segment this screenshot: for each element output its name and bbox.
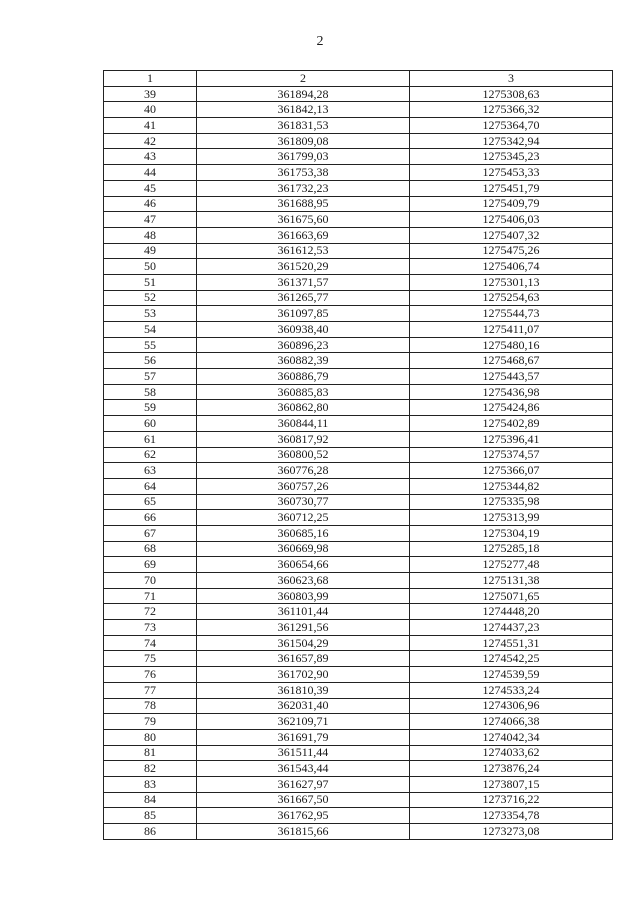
point-number-cell: 79 xyxy=(104,714,197,730)
y-coordinate-cell: 1275374,57 xyxy=(410,447,613,463)
y-coordinate-cell: 1275396,41 xyxy=(410,431,613,447)
point-number-cell: 64 xyxy=(104,478,197,494)
x-coordinate-cell: 360712,25 xyxy=(197,510,410,526)
x-coordinate-cell: 360896,23 xyxy=(197,337,410,353)
table-row xyxy=(104,133,613,149)
table-row xyxy=(104,761,613,777)
table-row xyxy=(104,729,613,745)
table-row xyxy=(104,384,613,400)
point-number-cell: 58 xyxy=(104,384,197,400)
y-coordinate-cell: 1275313,99 xyxy=(410,510,613,526)
point-number-cell: 72 xyxy=(104,604,197,620)
table-row xyxy=(104,620,613,636)
y-coordinate-cell: 1273807,15 xyxy=(410,776,613,792)
x-coordinate-cell: 361753,38 xyxy=(197,165,410,181)
point-number-cell: 75 xyxy=(104,651,197,667)
x-coordinate-cell: 361657,89 xyxy=(197,651,410,667)
x-coordinate-cell: 362031,40 xyxy=(197,698,410,714)
x-coordinate-cell: 361688,95 xyxy=(197,196,410,212)
y-coordinate-cell: 1274539,59 xyxy=(410,667,613,683)
table-row xyxy=(104,306,613,322)
y-coordinate-cell: 1274042,34 xyxy=(410,729,613,745)
table-row xyxy=(104,259,613,275)
y-coordinate-cell: 1275304,19 xyxy=(410,525,613,541)
y-coordinate-cell: 1275342,94 xyxy=(410,133,613,149)
x-coordinate-cell: 361809,08 xyxy=(197,133,410,149)
table-row xyxy=(104,149,613,165)
y-coordinate-cell: 1275407,32 xyxy=(410,227,613,243)
y-coordinate-cell: 1275071,65 xyxy=(410,588,613,604)
table-row xyxy=(104,463,613,479)
x-coordinate-cell: 361702,90 xyxy=(197,667,410,683)
y-coordinate-cell: 1275443,57 xyxy=(410,369,613,385)
point-number-cell: 82 xyxy=(104,761,197,777)
x-coordinate-cell: 362109,71 xyxy=(197,714,410,730)
y-coordinate-cell: 1275364,70 xyxy=(410,118,613,134)
x-coordinate-cell: 361810,39 xyxy=(197,682,410,698)
x-coordinate-cell: 360685,16 xyxy=(197,525,410,541)
y-coordinate-cell: 1275335,98 xyxy=(410,494,613,510)
x-coordinate-cell: 361511,44 xyxy=(197,745,410,761)
y-coordinate-cell: 1275468,67 xyxy=(410,353,613,369)
x-coordinate-cell: 361371,57 xyxy=(197,274,410,290)
header-col-1: 1 xyxy=(104,71,197,87)
point-number-cell: 60 xyxy=(104,416,197,432)
point-number-cell: 54 xyxy=(104,322,197,338)
table-body xyxy=(104,86,613,839)
point-number-cell: 47 xyxy=(104,212,197,228)
header-row xyxy=(104,71,613,87)
x-coordinate-cell: 361762,95 xyxy=(197,808,410,824)
table-row xyxy=(104,682,613,698)
x-coordinate-cell: 360886,79 xyxy=(197,369,410,385)
table-header xyxy=(104,71,613,87)
x-coordinate-cell: 361543,44 xyxy=(197,761,410,777)
x-coordinate-cell: 360757,26 xyxy=(197,478,410,494)
table-row xyxy=(104,86,613,102)
table-row xyxy=(104,118,613,134)
point-number-cell: 70 xyxy=(104,573,197,589)
y-coordinate-cell: 1274448,20 xyxy=(410,604,613,620)
y-coordinate-cell: 1275475,26 xyxy=(410,243,613,259)
y-coordinate-cell: 1274306,96 xyxy=(410,698,613,714)
table-row xyxy=(104,322,613,338)
table-row xyxy=(104,478,613,494)
x-coordinate-cell: 361520,29 xyxy=(197,259,410,275)
y-coordinate-cell: 1275402,89 xyxy=(410,416,613,432)
point-number-cell: 66 xyxy=(104,510,197,526)
point-number-cell: 61 xyxy=(104,431,197,447)
table-row xyxy=(104,227,613,243)
table-row xyxy=(104,400,613,416)
x-coordinate-cell: 360776,28 xyxy=(197,463,410,479)
point-number-cell: 55 xyxy=(104,337,197,353)
y-coordinate-cell: 1274533,24 xyxy=(410,682,613,698)
x-coordinate-cell: 361663,69 xyxy=(197,227,410,243)
point-number-cell: 46 xyxy=(104,196,197,212)
y-coordinate-cell: 1273354,78 xyxy=(410,808,613,824)
table-row xyxy=(104,573,613,589)
y-coordinate-cell: 1275406,03 xyxy=(410,212,613,228)
page-number: 2 xyxy=(316,34,324,49)
y-coordinate-cell: 1275308,63 xyxy=(410,86,613,102)
point-number-cell: 74 xyxy=(104,635,197,651)
point-number-cell: 57 xyxy=(104,369,197,385)
table-row xyxy=(104,635,613,651)
table-row xyxy=(104,667,613,683)
y-coordinate-cell: 1275406,74 xyxy=(410,259,613,275)
table-row xyxy=(104,274,613,290)
point-number-cell: 63 xyxy=(104,463,197,479)
x-coordinate-cell: 360654,66 xyxy=(197,557,410,573)
header-col-2: 2 xyxy=(197,71,410,87)
point-number-cell: 76 xyxy=(104,667,197,683)
y-coordinate-cell: 1275366,07 xyxy=(410,463,613,479)
y-coordinate-cell: 1274542,25 xyxy=(410,651,613,667)
table-row xyxy=(104,431,613,447)
point-number-cell: 81 xyxy=(104,745,197,761)
y-coordinate-cell: 1275345,23 xyxy=(410,149,613,165)
point-number-cell: 80 xyxy=(104,729,197,745)
point-number-cell: 59 xyxy=(104,400,197,416)
point-number-cell: 86 xyxy=(104,824,197,840)
header-col-3: 3 xyxy=(410,71,613,87)
x-coordinate-cell: 361101,44 xyxy=(197,604,410,620)
x-coordinate-cell: 360882,39 xyxy=(197,353,410,369)
point-number-cell: 44 xyxy=(104,165,197,181)
x-coordinate-cell: 361732,23 xyxy=(197,180,410,196)
x-coordinate-cell: 360669,98 xyxy=(197,541,410,557)
x-coordinate-cell: 361815,66 xyxy=(197,824,410,840)
x-coordinate-cell: 360885,83 xyxy=(197,384,410,400)
y-coordinate-cell: 1275411,07 xyxy=(410,322,613,338)
y-coordinate-cell: 1275544,73 xyxy=(410,306,613,322)
y-coordinate-cell: 1275480,16 xyxy=(410,337,613,353)
point-number-cell: 85 xyxy=(104,808,197,824)
table-row xyxy=(104,416,613,432)
table-row xyxy=(104,698,613,714)
table-row xyxy=(104,337,613,353)
y-coordinate-cell: 1275131,38 xyxy=(410,573,613,589)
point-number-cell: 83 xyxy=(104,776,197,792)
table-row xyxy=(104,369,613,385)
point-number-cell: 52 xyxy=(104,290,197,306)
y-coordinate-cell: 1275436,98 xyxy=(410,384,613,400)
point-number-cell: 51 xyxy=(104,274,197,290)
point-number-cell: 65 xyxy=(104,494,197,510)
table-row xyxy=(104,243,613,259)
point-number-cell: 49 xyxy=(104,243,197,259)
x-coordinate-cell: 360623,68 xyxy=(197,573,410,589)
x-coordinate-cell: 361691,79 xyxy=(197,729,410,745)
point-number-cell: 39 xyxy=(104,86,197,102)
table-row xyxy=(104,290,613,306)
table-row xyxy=(104,494,613,510)
table-row xyxy=(104,212,613,228)
y-coordinate-cell: 1275301,13 xyxy=(410,274,613,290)
point-number-cell: 56 xyxy=(104,353,197,369)
point-number-cell: 62 xyxy=(104,447,197,463)
point-number-cell: 41 xyxy=(104,118,197,134)
table-row xyxy=(104,714,613,730)
y-coordinate-cell: 1274033,62 xyxy=(410,745,613,761)
point-number-cell: 69 xyxy=(104,557,197,573)
x-coordinate-cell: 361842,13 xyxy=(197,102,410,118)
point-number-cell: 43 xyxy=(104,149,197,165)
table-row xyxy=(104,447,613,463)
point-number-cell: 40 xyxy=(104,102,197,118)
x-coordinate-cell: 361675,60 xyxy=(197,212,410,228)
y-coordinate-cell: 1275344,82 xyxy=(410,478,613,494)
x-coordinate-cell: 360803,99 xyxy=(197,588,410,604)
table-row xyxy=(104,604,613,620)
x-coordinate-cell: 361894,28 xyxy=(197,86,410,102)
y-coordinate-cell: 1275451,79 xyxy=(410,180,613,196)
table-row xyxy=(104,557,613,573)
table-row xyxy=(104,808,613,824)
table-row xyxy=(104,102,613,118)
table-row xyxy=(104,745,613,761)
point-number-cell: 68 xyxy=(104,541,197,557)
point-number-cell: 42 xyxy=(104,133,197,149)
x-coordinate-cell: 361504,29 xyxy=(197,635,410,651)
table-row xyxy=(104,525,613,541)
table-row xyxy=(104,196,613,212)
x-coordinate-cell: 360817,92 xyxy=(197,431,410,447)
y-coordinate-cell: 1275424,86 xyxy=(410,400,613,416)
table-row xyxy=(104,541,613,557)
table-row xyxy=(104,588,613,604)
x-coordinate-cell: 360844,11 xyxy=(197,416,410,432)
x-coordinate-cell: 360800,52 xyxy=(197,447,410,463)
x-coordinate-cell: 361667,50 xyxy=(197,792,410,808)
y-coordinate-cell: 1275409,79 xyxy=(410,196,613,212)
point-number-cell: 67 xyxy=(104,525,197,541)
y-coordinate-cell: 1274066,38 xyxy=(410,714,613,730)
point-number-cell: 71 xyxy=(104,588,197,604)
y-coordinate-cell: 1275277,48 xyxy=(410,557,613,573)
table-row xyxy=(104,353,613,369)
x-coordinate-cell: 361612,53 xyxy=(197,243,410,259)
table-row xyxy=(104,165,613,181)
table-row xyxy=(104,776,613,792)
x-coordinate-cell: 361831,53 xyxy=(197,118,410,134)
x-coordinate-cell: 361799,03 xyxy=(197,149,410,165)
point-number-cell: 73 xyxy=(104,620,197,636)
y-coordinate-cell: 1273273,08 xyxy=(410,824,613,840)
x-coordinate-cell: 361265,77 xyxy=(197,290,410,306)
point-number-cell: 48 xyxy=(104,227,197,243)
x-coordinate-cell: 360862,80 xyxy=(197,400,410,416)
y-coordinate-cell: 1275254,63 xyxy=(410,290,613,306)
x-coordinate-cell: 361627,97 xyxy=(197,776,410,792)
y-coordinate-cell: 1273876,24 xyxy=(410,761,613,777)
point-number-cell: 53 xyxy=(104,306,197,322)
point-number-cell: 78 xyxy=(104,698,197,714)
point-number-cell: 50 xyxy=(104,259,197,275)
point-number-cell: 84 xyxy=(104,792,197,808)
x-coordinate-cell: 360730,77 xyxy=(197,494,410,510)
y-coordinate-cell: 1275453,33 xyxy=(410,165,613,181)
x-coordinate-cell: 361097,85 xyxy=(197,306,410,322)
table-row xyxy=(104,792,613,808)
y-coordinate-cell: 1275285,18 xyxy=(410,541,613,557)
y-coordinate-cell: 1274551,31 xyxy=(410,635,613,651)
y-coordinate-cell: 1274437,23 xyxy=(410,620,613,636)
point-number-cell: 45 xyxy=(104,180,197,196)
point-number-cell: 77 xyxy=(104,682,197,698)
table-row xyxy=(104,651,613,667)
y-coordinate-cell: 1273716,22 xyxy=(410,792,613,808)
table-row xyxy=(104,180,613,196)
table-row xyxy=(104,824,613,840)
table-row xyxy=(104,510,613,526)
coordinates-table xyxy=(103,70,613,840)
x-coordinate-cell: 360938,40 xyxy=(197,322,410,338)
x-coordinate-cell: 361291,56 xyxy=(197,620,410,636)
y-coordinate-cell: 1275366,32 xyxy=(410,102,613,118)
